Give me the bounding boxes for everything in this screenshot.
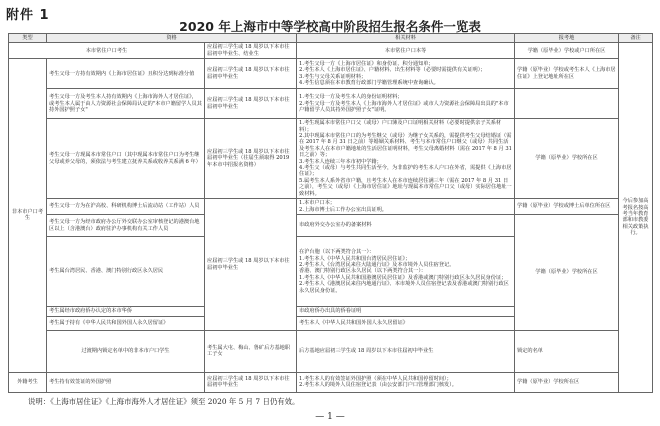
row-registration: 学籍（原毕业）学校或博士后单位所在区: [515, 199, 619, 215]
remark-cell: 今后参加高考报名按高考当年教育部和市教委相关政策执行。: [619, 43, 653, 392]
table-row: [9, 215, 653, 237]
material-line: 2.其中现属本市常住户口的为考生继父（或母）为继子女关系的，需提供考生父母结婚证（需在 2017 年 8 月 31 日之前）等婚姻关系材料、考生与本市常住户口继父（或母）共同生活及考生本人在本市户籍地址的生活居住证明材料，考生父母离婚材料（需在 2017 年 8 月 31 日之前）等；: [299, 133, 512, 159]
material-line: 在沪台胞（以下两类符合其一）：: [299, 249, 375, 256]
footnote: 说明：《上海市居住证》《上海市海外人才居住证》须至 2020 年 5 月 7 日仍有效。: [28, 397, 300, 406]
table-row: [9, 119, 653, 199]
material-line: 3.考生与父母关系证明材料；: [299, 73, 367, 80]
material-line: 4.考生父（或母）与考生共同生活至今，为非监护的考生本人户口在外省，需提供《上海市居住证》；: [299, 165, 512, 178]
material-line: 1.考生父母一方《上海市居住证》和身份证、积分通知单；: [299, 60, 434, 67]
row-registration: 学籍（原毕业）学校所在区: [515, 215, 619, 331]
requirements-table: [8, 33, 653, 393]
page-number: — 1 —: [315, 412, 345, 422]
row-materials: [297, 89, 515, 119]
row-materials: 市政府侨办出具的侨眷证明: [297, 307, 515, 317]
page-title: 2020 年上海市中等学校高中阶段招生报名条件一览表: [179, 19, 481, 34]
transition-category: 过渡期内锁定名单中的非本市户口学生: [47, 331, 205, 372]
table-row: [9, 59, 653, 89]
row-description: 考生父母一方现属本市常住户口（其中现属本市常住户口为考生继父母或养父母的，须依法与考生建立抚养关系或收养关系满 6 年）: [47, 119, 205, 199]
foreign-category: 外籍考生: [9, 372, 47, 392]
row-registration: 学籍（原毕业）学校或考生本人《上海市居住证》上登记地址所在区: [515, 59, 619, 89]
row-description: 考生父母一方为在沪高校、科研机构博士后流动站（工作站）人员: [47, 199, 205, 215]
transition-materials: 锁定的名单: [515, 331, 619, 372]
material-line: 香港、澳门特别行政区永久居民（以下两类符合其一）：: [299, 268, 427, 275]
row-materials: [297, 237, 515, 307]
row-description: 考生父母一方为经市政府办公厅外交联办公室审核登记的港澳台地区以上（含港澳台）政府驻沪办事机构有关工作人员: [47, 215, 205, 237]
material-line: 2.考生本人的境外人员住宿登记表（由公安部门户口管理部门核发）。: [299, 382, 457, 389]
row-materials: 市政府外交办公室办的备案材料: [297, 215, 515, 237]
material-line: 1.考生本人《中华人民共和国台湾居民居住证》；: [299, 255, 411, 262]
transition-condition: 后方基地应届初三学生或 18 周岁以下本市往届初中毕业生: [297, 331, 515, 372]
table-row: [9, 372, 653, 392]
material-line: 1.考生父母一方及考生本人的身份证明材料；: [299, 94, 403, 101]
header-materials: 相关材料: [297, 34, 515, 43]
foreign-registration: 学籍（原毕业）学校所在区: [515, 372, 619, 392]
material-line: 1.本市户口本；: [299, 200, 336, 207]
material-line: 3.考生本人连续三年本市初中学籍；: [299, 158, 382, 165]
row-materials: [297, 119, 515, 199]
material-line: 2.上海市博士后工作办公室出具证明。: [299, 206, 387, 213]
row-description: 考生属经市政府侨办认定的本市华侨: [47, 307, 205, 317]
foreign-description: 考生持有效签证的外国护照: [47, 372, 205, 392]
transition-description: 考生属大屯、梅山、鲁矿后方基地职工子女: [205, 331, 297, 372]
table-row: [9, 331, 653, 372]
row-condition: 应届初三学生或 18 周岁以下本市往届初中毕业生: [205, 59, 297, 89]
row-description: 考生父母一方持有效期内《上海市居住证》且积分达到标准分值: [47, 59, 205, 89]
row-description: 考生父母一方及考生本人持有效期内《上海市海外人才居住证》，或考生本人属于由人力资源社会保障局认定的"本市户籍留学人员其持外国护照子女": [47, 89, 205, 119]
material-line: 1.考生本人的有效签证外国护照（须在中华人民共和国停留时间）；: [299, 375, 452, 382]
header-category: 类型: [9, 34, 47, 43]
row-condition: 应届初三学生或 18 周岁以下本市往届初中毕业生（往届生须取得 2019 年本市中招报名资格）: [205, 119, 297, 199]
material-line: 1.考生本人《中华人民共和国港澳居民居住证》及香港或澳门特别行政区永久居民身份证；: [299, 274, 507, 281]
sh-condition: 应届初三学生或 18 周岁以下本市往届初中毕业生、结业生: [205, 43, 297, 59]
group-category: 非本市户口考生: [9, 59, 47, 372]
row-description: 考生属于持有《中华人民共和国外国人永久居留证》: [47, 317, 205, 331]
header-registration: 报考地: [515, 34, 619, 43]
sh-category: 本市常住户口考生: [9, 43, 205, 59]
row-registration: 学籍（原毕业）学校所在区: [515, 119, 619, 199]
foreign-materials: [297, 372, 515, 392]
row-materials: 考生本人《中华人民共和国外国人永久居留证》: [297, 317, 515, 331]
table-row: [9, 199, 653, 215]
material-line: 1.考生现属本市常住户口父（或母）户口簿及户口证明相关材料（必要时提供亲子关系材料）；: [299, 120, 502, 133]
row-registration: [515, 89, 619, 119]
row-materials: [297, 59, 515, 89]
header-qualification: 资格: [47, 34, 297, 43]
table-row: [9, 43, 653, 59]
row-description: 考生属台湾居民、香港、澳门特别行政区永久居民: [47, 237, 205, 307]
material-line: 4.考生信息须在本市教育行政部门学籍管理系统中查询确认。: [299, 80, 439, 87]
sh-registration: 学籍（原毕业）学校或户口所在区: [515, 43, 619, 59]
material-line: 5.属考生本人系外省市户籍，且考生本人在本市连续居住满三年（需在 2017 年 8 月 31 日之前），考生父（或母）《上海市居住证》地址与现属本市常住户口父（或母）实际居住地址一致材料。: [299, 177, 512, 197]
table-row: [9, 89, 653, 119]
foreign-condition: 应届初三学生或 18 周岁以下本市往届初中毕业生: [205, 372, 297, 392]
material-line: 2.考生本人《上海市居住证》、户籍材料、出生材料等（必要时需提供有关证明）；: [299, 67, 486, 74]
material-line: 2.考生本人《台湾居民来往大陆通行证》及本市境外人员住宿登记。: [299, 261, 455, 268]
row-condition: 应届初三学生或 18 周岁以下本市往届初中毕业生: [205, 89, 297, 119]
sh-materials: 本市常住户口本等: [297, 43, 515, 59]
row-materials: [297, 199, 515, 215]
material-line: 2.考生本人《港澳居民来往内地通行证》、本市境外人员住宿登记表及香港或澳门特别行政区永久居民身份证。: [299, 281, 509, 294]
header-remarks: 备注: [619, 34, 653, 43]
row-condition: 应届初三学生或 18 周岁以下本市往届初中毕业生: [205, 199, 297, 331]
annex-label: 附件 1: [6, 8, 50, 23]
material-line: 2.考生父母一方及考生本人《上海市海外人才居住证》或市人力资源社会保障局出具的"本市户籍留学人员其持外国护照子女"证明。: [299, 100, 509, 113]
header-row: [9, 34, 653, 43]
